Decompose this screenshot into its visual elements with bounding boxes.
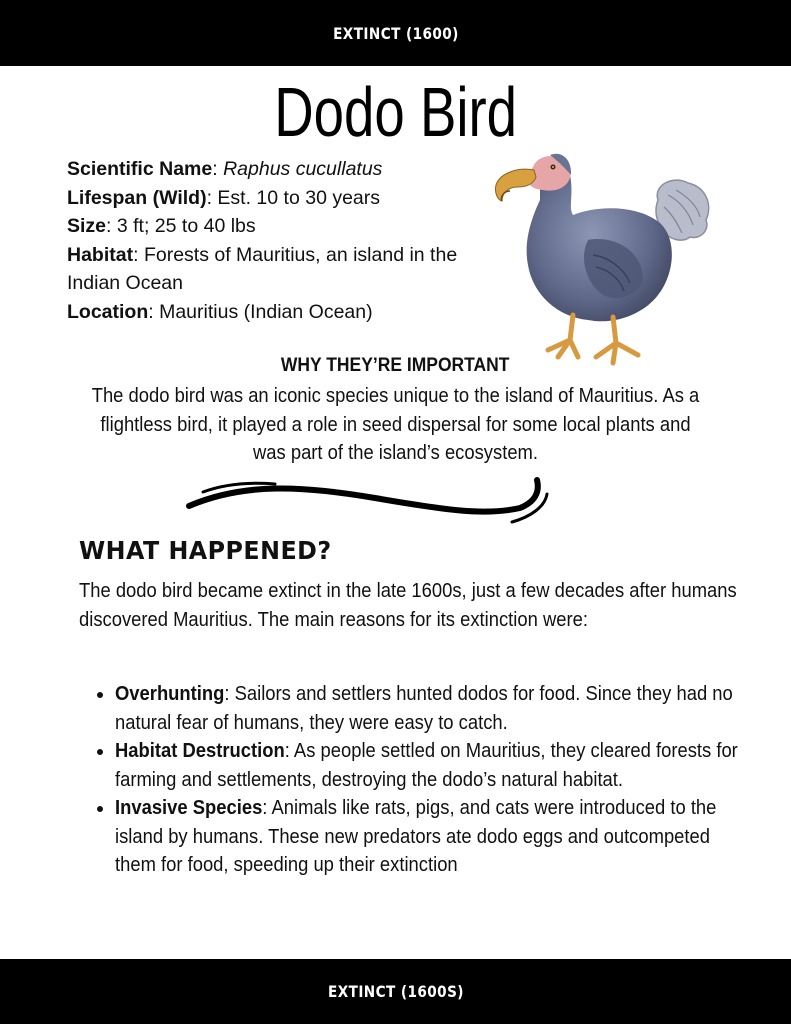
why-important-body [60,382,731,468]
why-important-body-text: The dodo bird was an iconic species unique to the island of Mauritius. As a flightless bird, it played a role in seed dispersal for some local plants and was part of the island’s ecosystem. [91,385,700,464]
top-banner-text: EXTINCT (1600) [332,23,459,43]
top-banner [0,0,791,66]
reason-label: Invasive Species [115,797,263,819]
fact-label: Scientific Name [67,158,213,180]
why-important-heading-text: WHY THEY’RE IMPORTANT [281,355,510,376]
fact-size: Size: 3 ft; 25 to 40 lbs [67,215,256,237]
reason-item-invasive-species: • Invasive Species: Animals like rats, pigs, and cats were introduced to the island by humans. These new predators ate dodo eggs and outcompeted them for food, speeding up their extinction [115,794,755,880]
reason-label: Habitat Destruction [115,740,285,762]
fact-lifespan: Lifespan (Wild): Est. 10 to 30 years [67,186,381,209]
reasons-list [95,680,755,880]
fact-scientific-name: Scientific Name: Raphus cucullatus [67,158,383,180]
why-important-heading [0,355,791,377]
bottom-banner [0,959,791,1024]
fact-habitat: Habitat: Forests of Mauritius, an island in the Indian Ocean [67,243,458,294]
fact-label: Location [67,300,149,323]
reason-label: Overhunting [115,683,225,705]
facts-list [67,155,487,326]
reason-item-overhunting: • Overhunting: Sailors and settlers hunted dodos for food. Since they had no natural fear of humans, they were easy to catch. [115,680,755,737]
reason-text: Sailors and settlers hunted dodos for food. Since they had no natural fear of humans, they were easy to catch. [115,683,733,734]
what-happened-intro [79,577,739,634]
fact-location: Location: Mauritius (Indian Ocean) [67,300,373,323]
fact-value: Raphus cucullatus [223,158,383,180]
fact-value: Forests of Mauritius, an island in the Indian Ocean [67,243,458,294]
page-title [0,70,791,154]
fact-label: Size [67,215,107,237]
page-title-text: Dodo Bird [274,73,517,151]
fact-label: Habitat [67,243,134,266]
fact-value: 3 ft; 25 to 40 lbs [116,215,256,237]
reason-text: Animals like rats, pigs, and cats were introduced to the island by humans. These new predators ate dodo eggs and outcompeted them for food, speeding up their extinction [115,797,717,876]
fact-value: Mauritius (Indian Ocean) [159,300,373,323]
what-happened-intro-text: The dodo bird became extinct in the late 1600s, just a few decades after humans discovered Mauritius. The main reasons for its extinction were: [79,580,737,631]
swoosh-divider [185,472,555,532]
fact-label: Lifespan (Wild) [67,186,207,209]
bottom-banner-text: EXTINCT (1600S) [327,982,464,1001]
fact-value: Est. 10 to 30 years [217,186,381,209]
reason-text: As people settled on Mauritius, they cleared forests for farming and settlements, destroying the dodo’s natural habitat. [115,740,738,791]
dodo-bird-illustration [478,145,718,370]
reason-item-habitat-destruction: • Habitat Destruction: As people settled on Mauritius, they cleared forests for farming and settlements, destroying the dodo’s natural habitat. [115,737,755,794]
what-happened-heading [79,536,345,565]
what-happened-heading-text: WHAT HAPPENED? [79,536,332,565]
